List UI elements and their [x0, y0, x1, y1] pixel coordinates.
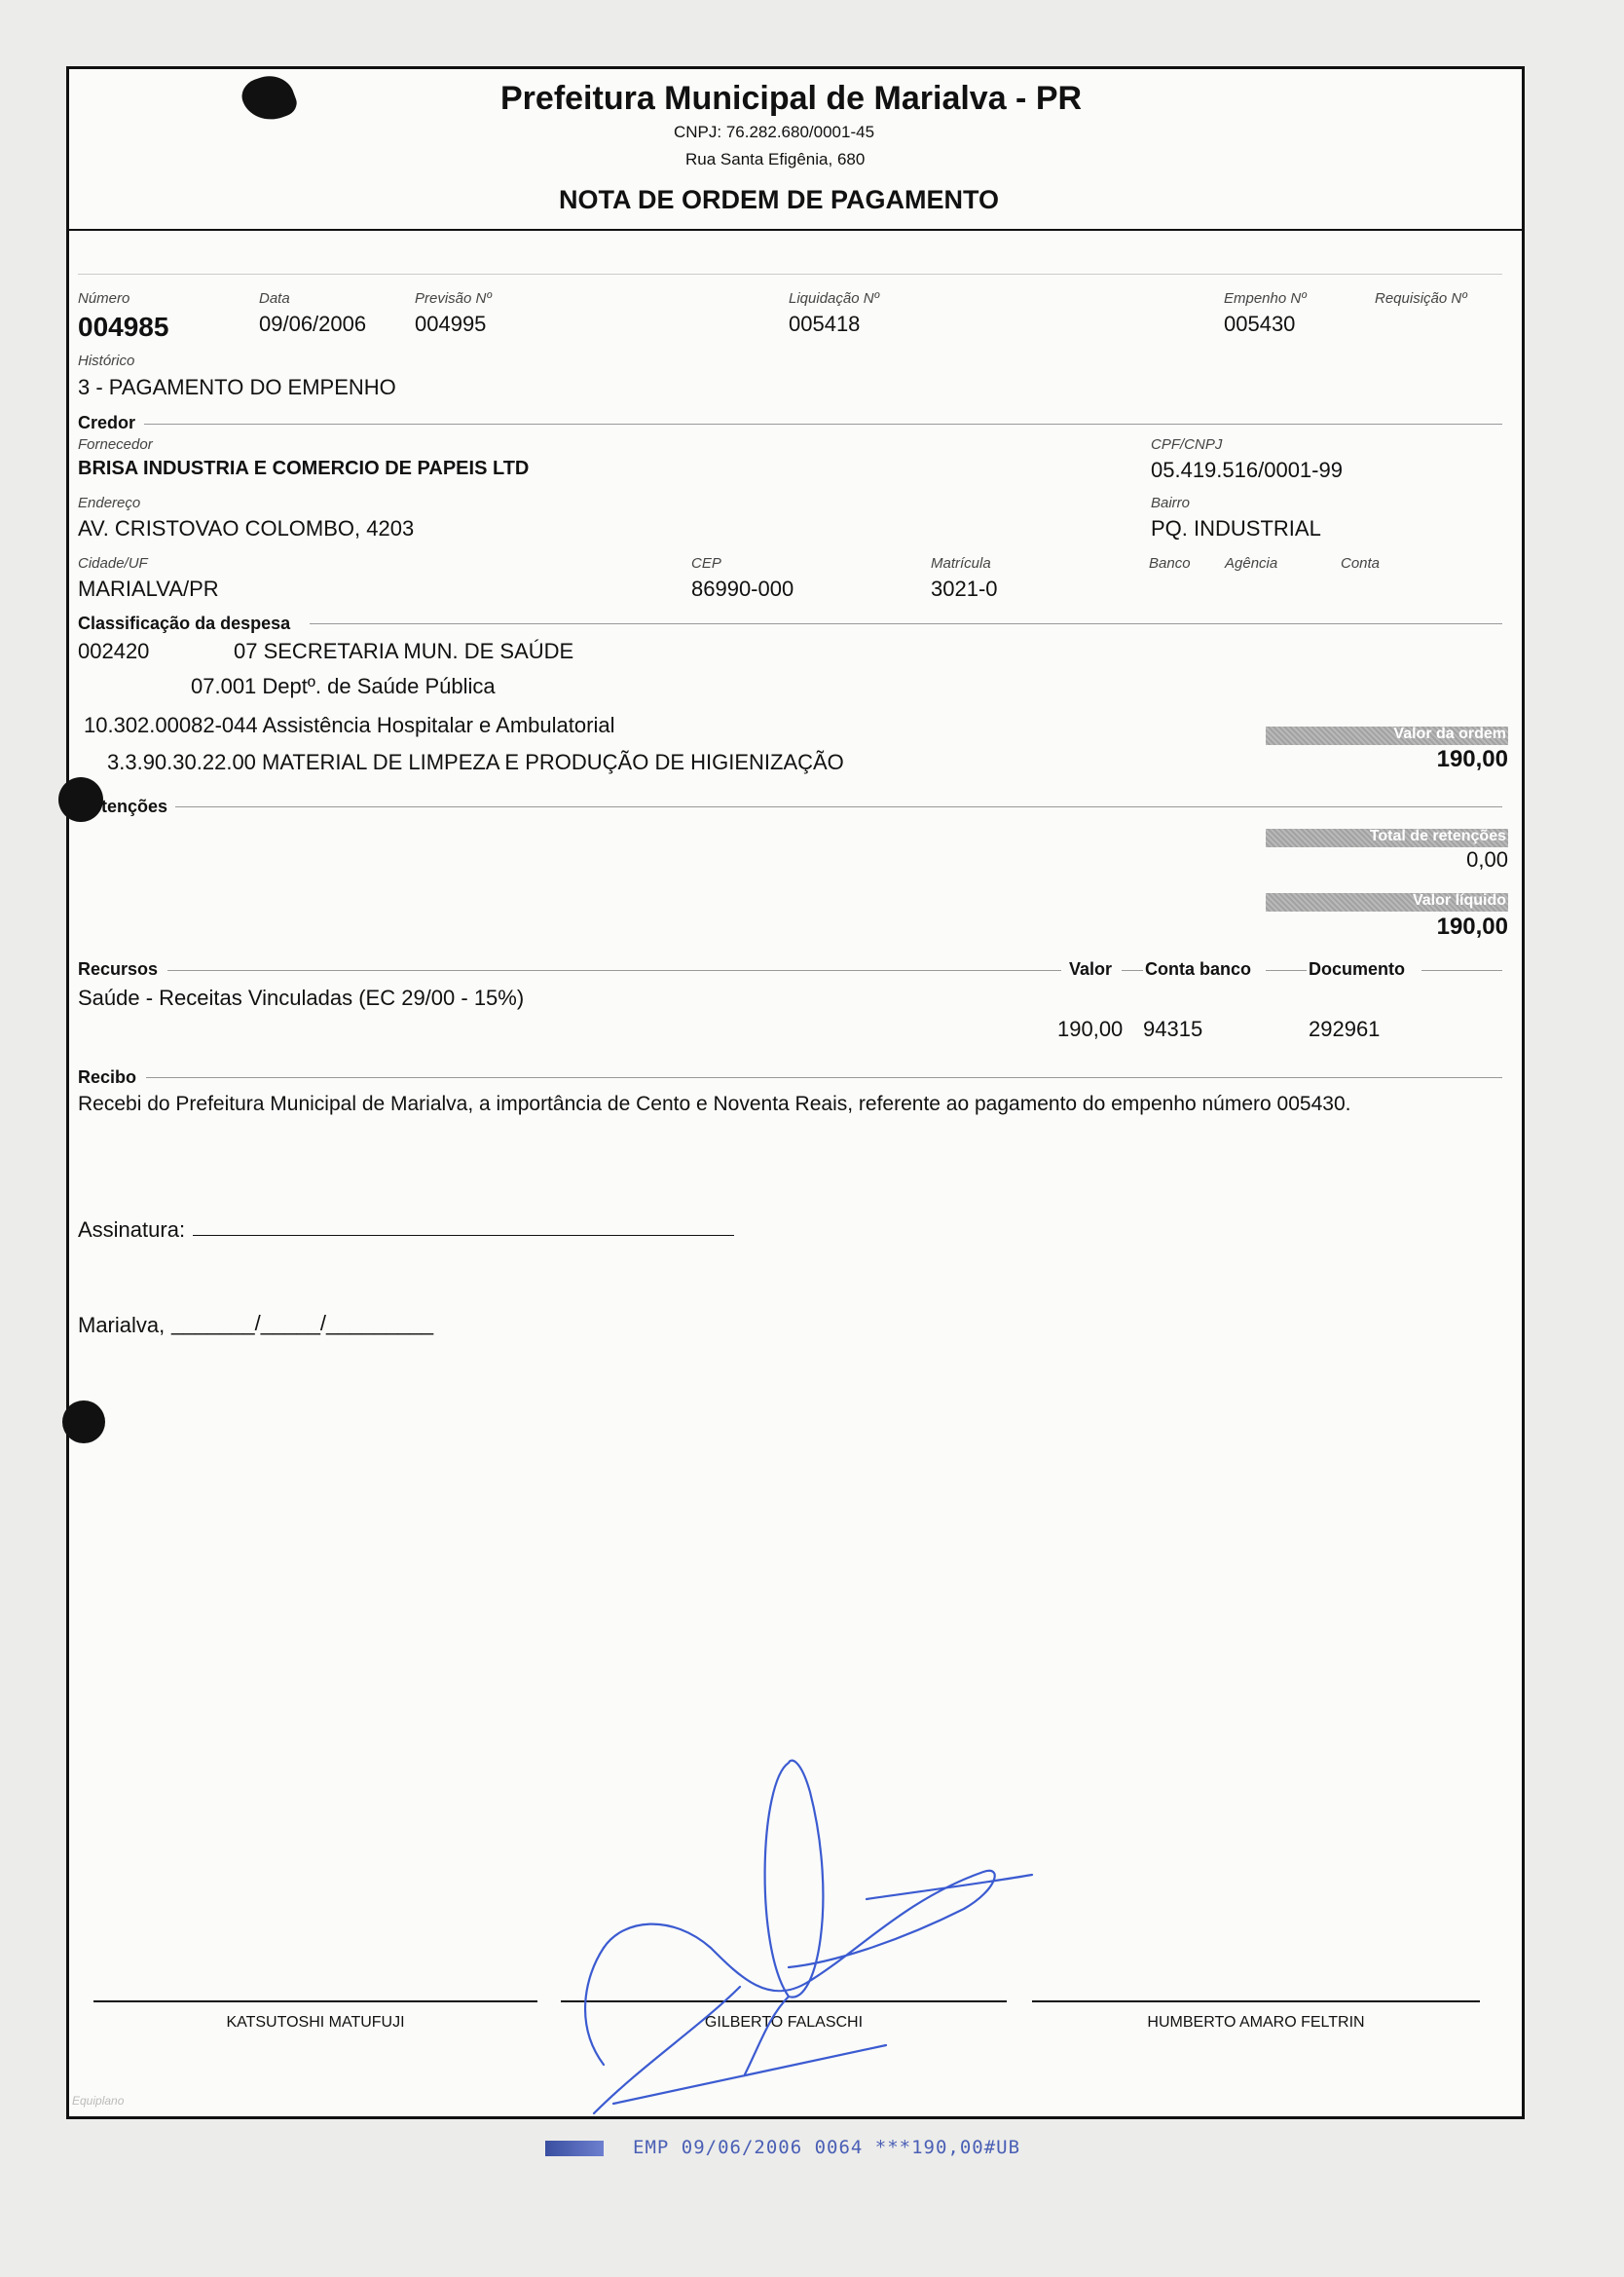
- data-value: 09/06/2006: [259, 312, 367, 336]
- classificacao-section-label: Classificação da despesa: [78, 614, 291, 633]
- signature-line-1: [93, 2000, 537, 2002]
- recursos-conta-label: Conta banco: [1145, 959, 1252, 979]
- agencia-label: Agência: [1225, 555, 1278, 572]
- cpf-cnpj-value: 05.419.516/0001-99: [1151, 458, 1343, 482]
- valor-liquido-label: Valor líquido: [1412, 892, 1506, 909]
- previsao-label: Previsão Nº: [415, 290, 492, 307]
- requisicao-label: Requisição Nº: [1375, 290, 1467, 307]
- data-label: Data: [259, 290, 290, 307]
- recursos-valor-label: Valor: [1069, 959, 1113, 979]
- punch-hole: [62, 1400, 105, 1443]
- valor-ordem-value: 190,00: [1436, 746, 1508, 772]
- classificacao-line4: 3.3.90.30.22.00 MATERIAL DE LIMPEZA E PRODUÇÃO DE HIGIENIZAÇÃO: [107, 750, 844, 774]
- divider: [146, 1077, 1502, 1078]
- recursos-documento: 292961: [1309, 1017, 1381, 1041]
- signatory-2-name: GILBERTO FALASCHI: [704, 2014, 864, 2031]
- valor-ordem-label: Valor da ordem: [1393, 726, 1506, 742]
- handwritten-signature: [545, 1753, 1052, 2143]
- credor-section-label: Credor: [78, 413, 136, 432]
- endereco-label: Endereço: [78, 495, 141, 511]
- signatory-1-name: KATSUTOSHI MATUFUJI: [226, 2014, 405, 2031]
- date-blanks[interactable]: _______/_____/_________: [171, 1311, 434, 1335]
- cep-label: CEP: [691, 555, 721, 572]
- bank-stamp: EMP 09/06/2006 0064 ***190,00#UB: [633, 2137, 1021, 2158]
- empenho-value: 005430: [1224, 312, 1296, 336]
- address: Rua Santa Efigênia, 680: [685, 150, 866, 168]
- classificacao-line1: 07 SECRETARIA MUN. DE SAÚDE: [234, 639, 574, 663]
- assinatura-line[interactable]: [193, 1235, 734, 1236]
- previsao-value: 004995: [415, 312, 487, 336]
- divider: [310, 623, 1502, 624]
- punch-hole: [58, 777, 103, 822]
- cpf-cnpj-label: CPF/CNPJ: [1151, 436, 1223, 453]
- total-retencoes-value: 0,00: [1466, 847, 1508, 872]
- classificacao-line2: 07.001 Deptº. de Saúde Pública: [191, 674, 496, 698]
- historico-value: 3 - PAGAMENTO DO EMPENHO: [78, 375, 396, 399]
- valor-liquido-value: 190,00: [1436, 914, 1508, 940]
- divider: [175, 806, 1502, 807]
- matricula-value: 3021-0: [931, 577, 998, 601]
- bairro-value: PQ. INDUSTRIAL: [1151, 516, 1321, 541]
- cnpj: CNPJ: 76.282.680/0001-45: [674, 123, 875, 141]
- cidade-label: Cidade/UF: [78, 555, 148, 572]
- endereco-value: AV. CRISTOVAO COLOMBO, 4203: [78, 516, 415, 541]
- doc-title: NOTA DE ORDEM DE PAGAMENTO: [559, 185, 1000, 214]
- recibo-section-label: Recibo: [78, 1067, 137, 1087]
- divider: [78, 274, 1502, 275]
- recursos-descricao: Saúde - Receitas Vinculadas (EC 29/00 - 15%): [78, 986, 525, 1010]
- bairro-label: Bairro: [1151, 495, 1191, 511]
- liquidacao-value: 005418: [789, 312, 861, 336]
- total-retencoes-label: Total de retenções: [1369, 828, 1506, 844]
- local-label: Marialva,: [78, 1313, 166, 1337]
- classificacao-line3: 10.302.00082-044 Assistência Hospitalar e Ambulatorial: [84, 713, 615, 737]
- recursos-conta: 94315: [1143, 1017, 1203, 1041]
- numero-value: 004985: [78, 312, 169, 342]
- empenho-label: Empenho Nº: [1224, 290, 1307, 307]
- banco-label: Banco: [1149, 555, 1191, 572]
- fornecedor-value: BRISA INDUSTRIA E COMERCIO DE PAPEIS LTD: [78, 458, 530, 479]
- classificacao-codigo: 002420: [78, 639, 150, 663]
- cidade-value: MARIALVA/PR: [78, 577, 219, 601]
- recursos-valor: 190,00: [1057, 1017, 1124, 1041]
- cep-value: 86990-000: [691, 577, 794, 601]
- matricula-label: Matrícula: [931, 555, 991, 572]
- divider: [167, 970, 1061, 971]
- fornecedor-label: Fornecedor: [78, 436, 153, 453]
- divider: [144, 424, 1502, 425]
- divider: [1122, 970, 1143, 971]
- divider: [1421, 970, 1502, 971]
- recursos-section-label: Recursos: [78, 959, 159, 979]
- conta-label: Conta: [1341, 555, 1381, 572]
- signature-line-3: [1032, 2000, 1480, 2002]
- retencoes-section-label: tenções: [101, 797, 168, 816]
- signatory-3-name: HUMBERTO AMARO FELTRIN: [1147, 2014, 1365, 2031]
- assinatura-label: Assinatura:: [78, 1217, 186, 1242]
- divider: [1266, 970, 1307, 971]
- org-title: Prefeitura Municipal de Marialva - PR: [500, 80, 1083, 117]
- corner-mark: Equiplano: [72, 2094, 125, 2108]
- header-separator: [66, 229, 1522, 231]
- recibo-text: Recebi do Prefeitura Municipal de Marialva, a importância de Cento e Noventa Reais, referente ao pagamento do empenho número 005430.: [78, 1093, 1351, 1115]
- historico-label: Histórico: [78, 353, 135, 369]
- recursos-documento-label: Documento: [1309, 959, 1405, 979]
- stamp-logo: [545, 2141, 604, 2156]
- liquidacao-label: Liquidação Nº: [789, 290, 880, 307]
- numero-label: Número: [78, 290, 130, 307]
